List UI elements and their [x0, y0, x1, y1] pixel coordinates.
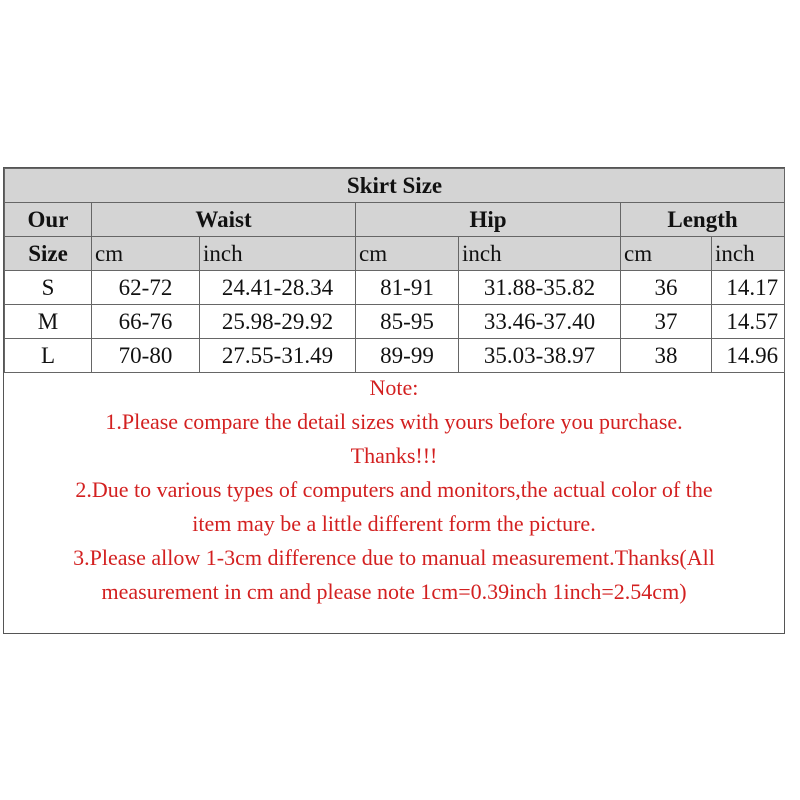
- header-row-units: [5, 237, 785, 271]
- waist-cm-cell: 66-76: [92, 305, 200, 339]
- size-label: L: [5, 339, 92, 373]
- notes-block: [4, 371, 784, 609]
- waist-inch-cell: 25.98-29.92: [200, 305, 356, 339]
- note-line: measurement in cm and please note 1cm=0.39inch 1inch=2.54cm): [101, 579, 687, 604]
- note-line: 1.Please compare the detail sizes with yours before you purchase.: [105, 409, 683, 434]
- length-cm-cell: 37: [621, 305, 712, 339]
- hip-inch-cell: 35.03-38.97: [459, 339, 621, 373]
- waist-inch-cell: 27.55-31.49: [200, 339, 356, 373]
- length-cm-cell: 38: [621, 339, 712, 373]
- note-line: 2.Due to various types of computers and monitors,the actual color of the: [75, 477, 713, 502]
- header-row-measure: [5, 203, 785, 237]
- hip-inch-cell: 31.88-35.82: [459, 271, 621, 305]
- header-our: Our: [5, 203, 92, 237]
- note-line: Thanks!!!: [350, 443, 438, 468]
- hip-cm-cell: 85-95: [356, 305, 459, 339]
- size-chart-sheet: [3, 167, 785, 634]
- size-label: S: [5, 271, 92, 305]
- table-row: [5, 339, 785, 373]
- size-label: M: [5, 305, 92, 339]
- length-cm-cell: 36: [621, 271, 712, 305]
- note-line: 3.Please allow 1-3cm difference due to manual measurement.Thanks(All: [73, 545, 715, 570]
- table-title: Skirt Size: [5, 169, 785, 203]
- length-inch-cell: 14.57: [712, 305, 785, 339]
- unit-hip-inch: inch: [459, 237, 621, 271]
- header-waist: Waist: [92, 203, 356, 237]
- length-inch-cell: 14.96: [712, 339, 785, 373]
- waist-cm-cell: 62-72: [92, 271, 200, 305]
- unit-length-cm: cm: [621, 237, 712, 271]
- unit-waist-cm: cm: [92, 237, 200, 271]
- note-line: item may be a little different form the picture.: [192, 511, 596, 536]
- note-heading: Note:: [369, 375, 419, 400]
- size-table: [4, 168, 785, 373]
- waist-inch-cell: 24.41-28.34: [200, 271, 356, 305]
- length-inch-cell: 14.17: [712, 271, 785, 305]
- header-size: Size: [5, 237, 92, 271]
- unit-hip-cm: cm: [356, 237, 459, 271]
- header-length: Length: [621, 203, 785, 237]
- header-hip: Hip: [356, 203, 621, 237]
- unit-waist-inch: inch: [200, 237, 356, 271]
- title-row: [5, 169, 785, 203]
- table-row: [5, 271, 785, 305]
- hip-cm-cell: 81-91: [356, 271, 459, 305]
- hip-inch-cell: 33.46-37.40: [459, 305, 621, 339]
- hip-cm-cell: 89-99: [356, 339, 459, 373]
- table-row: [5, 305, 785, 339]
- waist-cm-cell: 70-80: [92, 339, 200, 373]
- unit-length-inch: inch: [712, 237, 785, 271]
